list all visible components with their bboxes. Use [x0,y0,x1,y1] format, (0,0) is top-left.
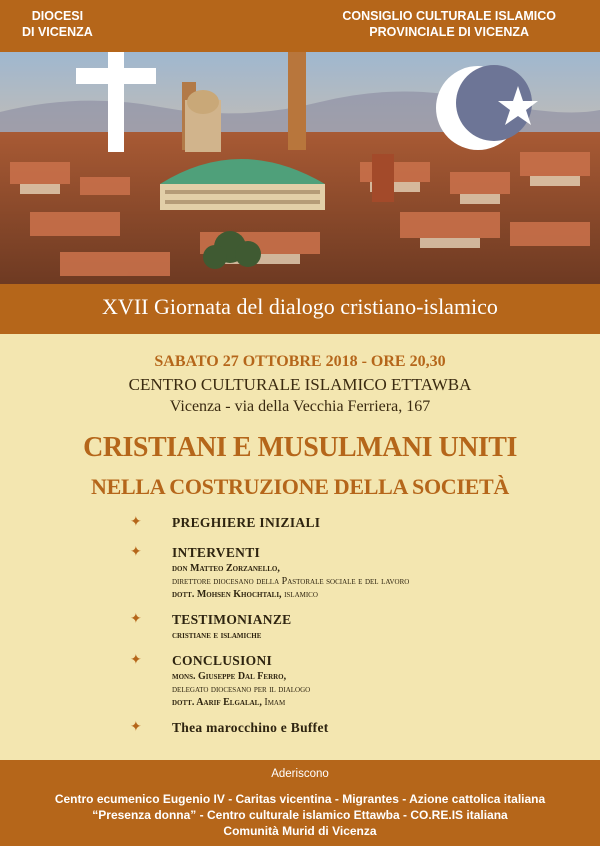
adherents-line-3: Comunità Murid di Vicenza [223,824,377,838]
adherents-line-1: Centro ecumenico Eugenio IV - Caritas vicentina - Migrantes - Azione cattolica italiana [54,792,546,806]
star-bullet-icon: ✦ [130,545,142,560]
speaker-dal-ferro-role: delegato diocesano per il dialogo [172,684,311,695]
program-item-prayers: ✦ PREGHIERE INIZIALI [130,515,321,530]
top-header [0,0,600,52]
adherents-footer [0,760,600,846]
speaker-elgalal: dott. Aarif Elgalal, Imam [172,697,286,708]
headline-line-1: CRISTIANI E MUSULMANI UNITI [83,432,517,463]
star-bullet-icon: ✦ [130,515,142,530]
headline-line-2: NELLA COSTRUZIONE DELLA SOCIETÀ [91,474,509,499]
speaker-zorzanello: don Matteo Zorzanello, [172,563,280,574]
event-title-band [0,284,600,334]
program-item-conclusions: ✦ CONCLUSIONI mons. Giuseppe Dal Ferro, delegato diocesano per il dialogo dott. Aarif Elgalal, Imam [130,652,570,709]
program-list [130,514,570,737]
star-bullet-icon: ✦ [130,720,142,735]
adherents-line-2: “Presenza donna” - Centro culturale islamico Ettawba - CO.RE.IS italiana [92,808,508,822]
star-bullet-icon: ✦ [130,612,142,627]
program-item-testimonies: ✦ TESTIMONIANZE cristiane e islamiche [130,611,570,642]
speaker-khochtali: dott. Mohsen Khochtali, islamico [172,589,318,600]
event-title: XVII Giornata del dialogo cristiano-islamico [102,294,498,319]
program-item-buffet: ✦ Thea marocchino e Buffet [130,720,329,735]
vicenza-city-photo [0,52,600,284]
program-item-interventions: ✦ INTERVENTI don Matteo Zorzanello, direttore diocesano della Pastorale sociale e del lavoro dott. Mohsen Khochtali, islamico [130,544,570,601]
star-bullet-icon: ✦ [130,653,142,668]
cross-icon [72,52,162,162]
speaker-dal-ferro: mons. Giuseppe Dal Ferro, [172,671,287,682]
event-venue: CENTRO CULTURALE ISLAMICO ETTAWBA [128,375,472,394]
speaker-zorzanello-role: direttore diocesano della Pastorale sociale e del lavoro [172,576,410,587]
event-datetime: SABATO 27 OTTOBRE 2018 - ORE 20,30 [154,353,446,370]
crescent-star-icon [428,58,548,168]
islamic-council-label: CONSIGLIO CULTURALE ISLAMICO PROVINCIALE DI VICENZA [342,9,556,39]
testimonies-sub: cristiane e islamiche [172,630,262,641]
event-address: Vicenza - via della Vecchia Ferriera, 167 [169,398,431,415]
adherents-heading: Aderiscono [271,768,329,780]
diocese-label: DIOCESI DI VICENZA [22,9,93,39]
